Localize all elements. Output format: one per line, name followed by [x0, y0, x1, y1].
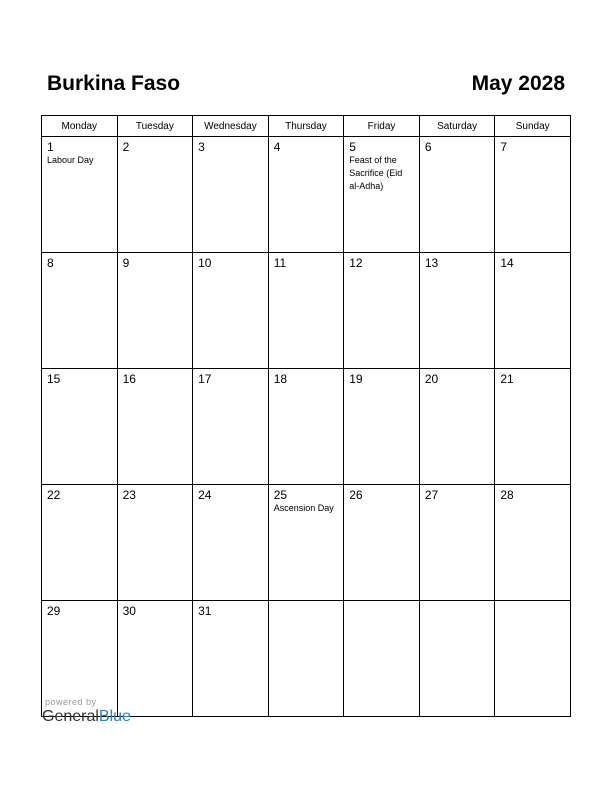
- day-cell: [268, 601, 344, 717]
- day-number: 23: [122, 488, 136, 502]
- day-cell: [193, 485, 269, 601]
- day-number: 8: [47, 256, 54, 270]
- day-number: 24: [198, 488, 212, 502]
- holiday-label: Feast of the Sacrifice (Eid al-Adha): [349, 155, 403, 191]
- day-cell: [495, 485, 571, 601]
- day-number: 13: [424, 256, 439, 270]
- day-cell: [419, 369, 495, 485]
- day-cell: [268, 485, 344, 601]
- weekday-friday: Friday: [344, 116, 420, 137]
- day-cell: [117, 253, 193, 369]
- holiday-label: Labour Day: [47, 155, 94, 165]
- day-cell: [42, 369, 118, 485]
- day-cell: [419, 253, 495, 369]
- day-cell: [344, 137, 420, 253]
- day-cell: [193, 601, 269, 717]
- powered-by-label: powered by: [45, 697, 97, 707]
- day-cell: [193, 369, 269, 485]
- day-number: 15: [47, 372, 61, 386]
- day-cell: [117, 369, 193, 485]
- day-cell: [42, 137, 118, 253]
- day-cell: [117, 601, 193, 717]
- day-cell: [419, 601, 495, 717]
- calendar-grid: [41, 115, 571, 717]
- month-year-title: May 2028: [471, 72, 565, 95]
- day-cell: [344, 485, 420, 601]
- day-cell: [193, 137, 269, 253]
- day-cell: [42, 485, 118, 601]
- week-row: [42, 137, 571, 253]
- day-cell: [495, 253, 571, 369]
- day-cell: [419, 485, 495, 601]
- day-number: 16: [122, 372, 136, 386]
- weekday-wednesday: Wednesday: [193, 116, 269, 137]
- day-number: 29: [47, 604, 61, 618]
- day-cell: [117, 137, 193, 253]
- day-cell: [495, 601, 571, 717]
- day-cell: [117, 485, 193, 601]
- day-number: 6: [424, 140, 432, 154]
- day-number: 28: [500, 488, 514, 502]
- week-row: [42, 485, 571, 601]
- day-cell: [344, 601, 420, 717]
- country-title: Burkina Faso: [47, 72, 181, 95]
- brand-blue: Blue: [98, 708, 131, 725]
- weekday-thursday: Thursday: [268, 116, 344, 137]
- day-cell: [344, 253, 420, 369]
- weekday-saturday: Saturday: [419, 116, 495, 137]
- day-number: 7: [500, 140, 508, 154]
- day-number: 26: [349, 488, 363, 502]
- week-row: [42, 369, 571, 485]
- day-cell: [495, 137, 571, 253]
- day-cell: [268, 369, 344, 485]
- day-number: 18: [273, 372, 288, 386]
- day-number: 4: [273, 140, 281, 154]
- day-number: 27: [424, 488, 439, 502]
- day-number: 30: [122, 604, 136, 618]
- day-number: 25: [273, 488, 288, 502]
- day-cell: [268, 137, 344, 253]
- day-number: 10: [198, 256, 212, 270]
- day-number: 14: [500, 256, 514, 270]
- weekday-tuesday: Tuesday: [117, 116, 193, 137]
- day-number: 2: [122, 140, 130, 154]
- day-number: 11: [273, 256, 287, 270]
- day-cell: [344, 369, 420, 485]
- day-number: 19: [349, 372, 363, 386]
- day-number: 20: [424, 372, 439, 386]
- day-cell: [42, 253, 118, 369]
- day-number: 22: [47, 488, 61, 502]
- day-cell: [495, 369, 571, 485]
- day-number: 5: [349, 140, 356, 154]
- weekday-monday: Monday: [42, 116, 118, 137]
- week-row: [42, 253, 571, 369]
- day-number: 12: [349, 256, 363, 270]
- day-number: 31: [198, 604, 212, 618]
- day-number: 1: [47, 140, 54, 154]
- weekday-sunday: Sunday: [495, 116, 571, 137]
- day-cell: [268, 253, 344, 369]
- day-number: 17: [198, 372, 212, 386]
- week-row: [42, 601, 571, 717]
- day-cell: [193, 253, 269, 369]
- holiday-label: Ascension Day: [273, 503, 334, 513]
- day-number: 3: [198, 140, 205, 154]
- day-cell: [419, 137, 495, 253]
- generalblue-logo[interactable]: [42, 708, 131, 726]
- day-number: 9: [122, 256, 130, 270]
- brand-general: General: [42, 708, 99, 725]
- weekday-header-row: [42, 116, 571, 137]
- day-number: 21: [500, 372, 514, 386]
